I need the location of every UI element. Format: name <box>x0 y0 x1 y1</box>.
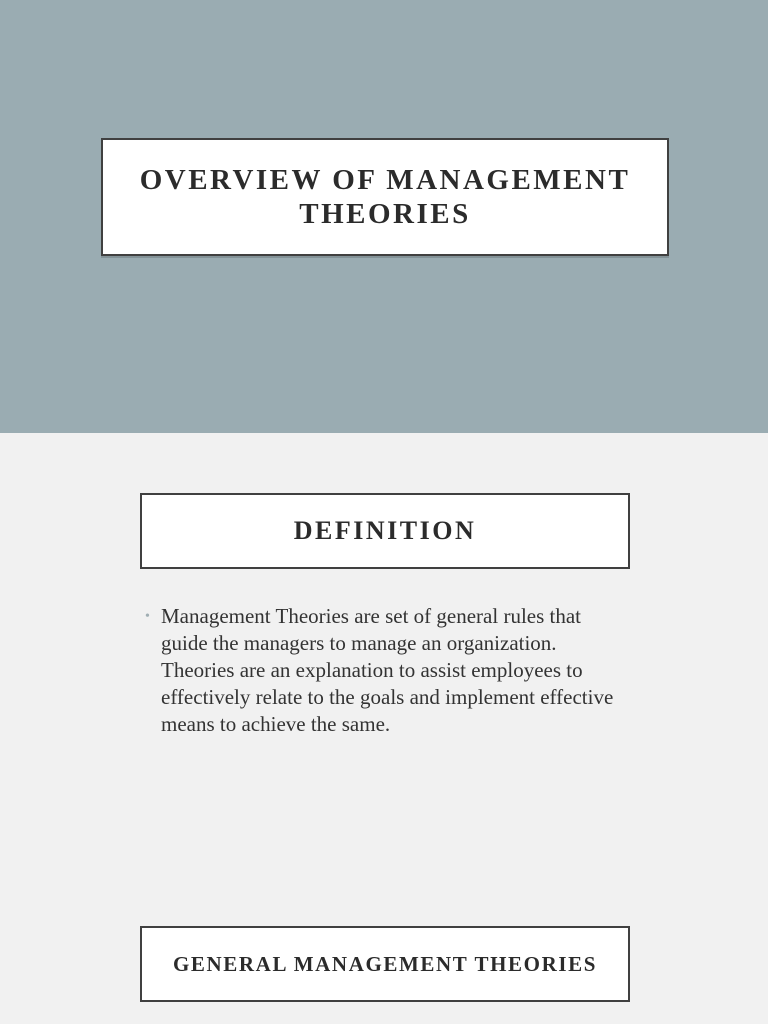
title-box <box>101 138 669 256</box>
definition-heading-box <box>140 493 630 569</box>
definition-heading: DEFINITION <box>293 516 477 545</box>
definition-bullet-list <box>145 603 625 738</box>
page-title: OVERVIEW OF MANAGEMENT THEORIES <box>139 164 631 230</box>
general-theories-heading-box <box>140 926 630 1002</box>
definition-text: Management Theories are set of general rules that guide the managers to manage an organization. Theories are an explanation to assist employees to effectively relate to the goals and implement effective means to achieve the same. <box>161 604 614 736</box>
general-theories-heading: GENERAL MANAGEMENT THEORIES <box>173 951 597 976</box>
list-item <box>145 603 625 738</box>
bullet-dot-icon: • <box>145 609 150 624</box>
